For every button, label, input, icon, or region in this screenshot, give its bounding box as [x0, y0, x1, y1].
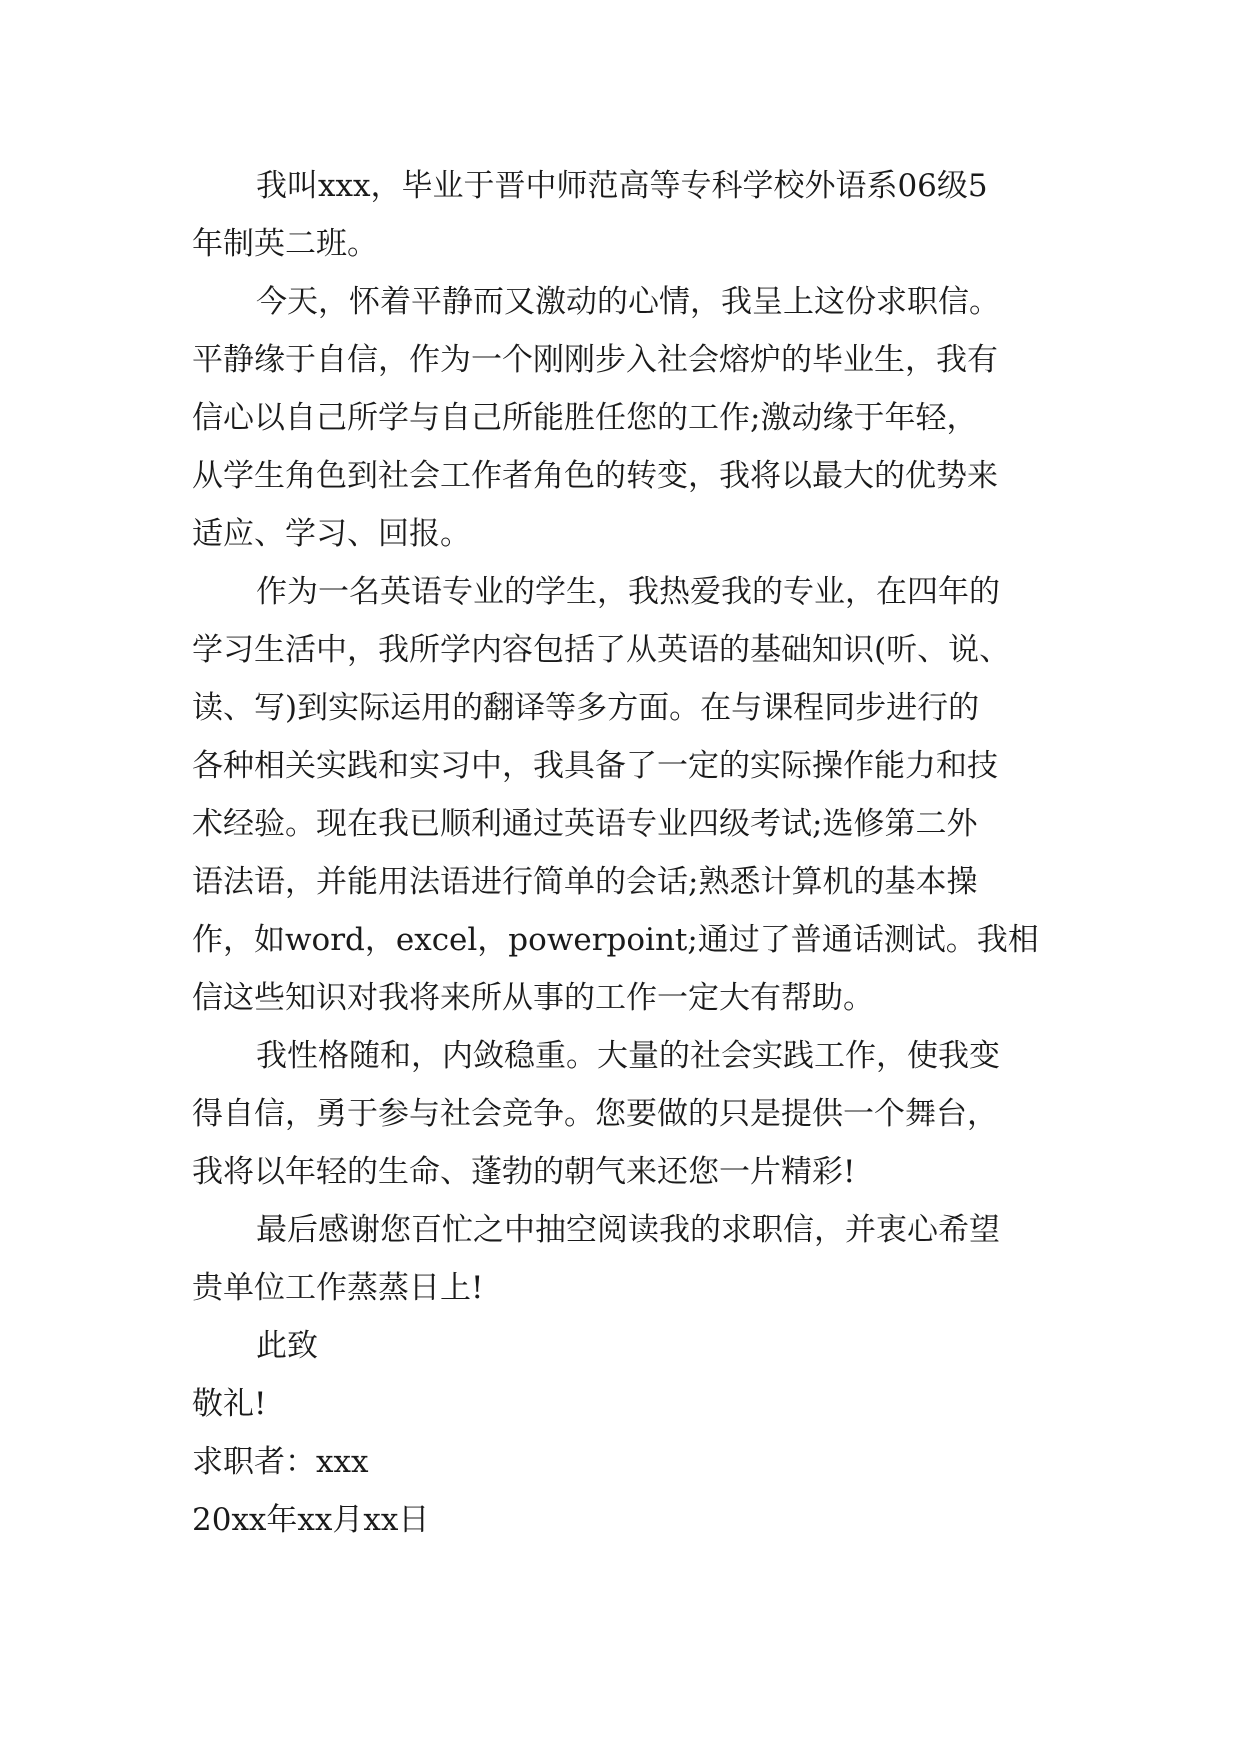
letter-body	[192, 157, 1072, 1549]
closing-regards: 敬礼!	[192, 1386, 267, 1422]
letter-line: 从学生角色到社会工作者角色的转变，我将以最大的优势来	[192, 458, 998, 494]
letter-line: 我将以年轻的生命、蓬勃的朝气来还您一片精彩!	[192, 1154, 856, 1190]
letter-line: 贵单位工作蒸蒸日上!	[192, 1270, 484, 1306]
letter-line: 我性格随和，内敛稳重。大量的社会实践工作，使我变	[256, 1038, 1000, 1074]
letter-line: 我叫xxx，毕业于晋中师范高等专科学校外语系06级5	[256, 168, 988, 204]
letter-line: 今天，怀着平静而又激动的心情，我呈上这份求职信。	[256, 284, 1000, 320]
letter-line: 信这些知识对我将来所从事的工作一定大有帮助。	[192, 980, 874, 1016]
letter-line: 各种相关实践和实习中，我具备了一定的实际操作能力和技	[192, 748, 998, 784]
letter-line: 作，如word，excel，powerpoint;通过了普通话测试。我相	[192, 922, 1039, 958]
letter-line: 年制英二班。	[192, 226, 378, 262]
letter-line: 得自信，勇于参与社会竞争。您要做的只是提供一个舞台，	[192, 1096, 998, 1132]
signature-name: 求职者：xxx	[192, 1444, 369, 1480]
letter-line: 平静缘于自信，作为一个刚刚步入社会熔炉的毕业生，我有	[192, 342, 998, 378]
letter-line: 作为一名英语专业的学生，我热爱我的专业，在四年的	[256, 574, 1000, 610]
letter-line: 语法语，并能用法语进行简单的会话;熟悉计算机的基本操	[192, 864, 978, 900]
signature-date: 20xx年xx月xx日	[192, 1502, 430, 1538]
letter-line: 术经验。现在我已顺利通过英语专业四级考试;选修第二外	[192, 806, 978, 842]
letter-line: 信心以自己所学与自己所能胜任您的工作;激动缘于年轻，	[192, 400, 978, 436]
letter-line: 最后感谢您百忙之中抽空阅读我的求职信，并衷心希望	[256, 1212, 1000, 1248]
letter-line: 学习生活中，我所学内容包括了从英语的基础知识(听、说、	[192, 632, 1011, 668]
closing-salutation: 此致	[256, 1328, 318, 1364]
letter-line: 适应、学习、回报。	[192, 516, 471, 552]
letter-line: 读、写)到实际运用的翻译等多方面。在与课程同步进行的	[192, 690, 980, 726]
